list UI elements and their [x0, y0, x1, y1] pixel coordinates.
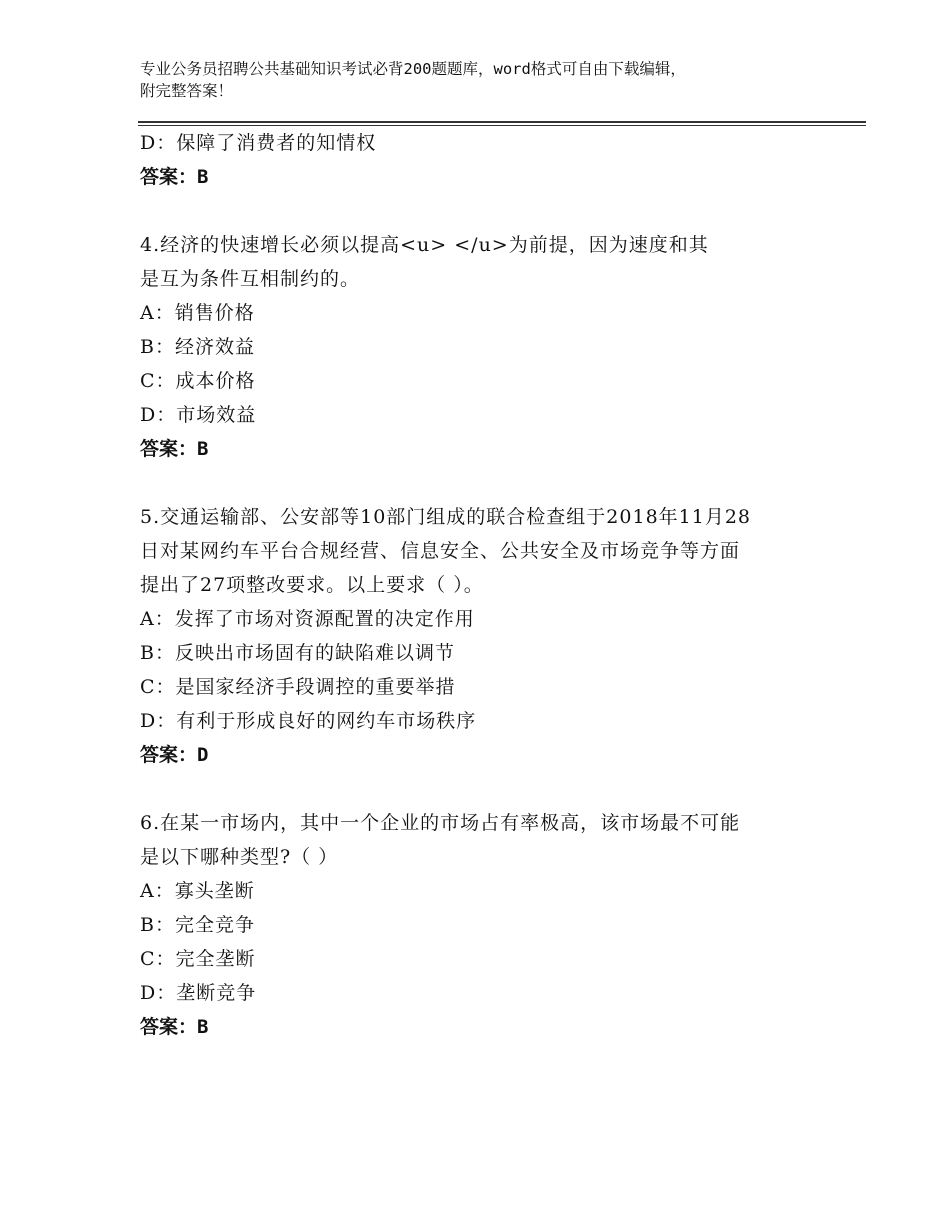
- question-text-line: 4.经济的快速增长必须以提高<u> </u>为前提，因为速度和其: [140, 234, 709, 256]
- header-line-1: 专业公务员招聘公共基础知识考试必背200题题库，word格式可自由下载编辑，: [140, 60, 686, 78]
- question-text-line: 是以下哪种类型?（ ）: [140, 846, 339, 868]
- answer-option: D：有利于形成良好的网约车市场秩序: [140, 710, 477, 732]
- header-rule-thick: [138, 121, 866, 123]
- question-spacer: [140, 772, 820, 806]
- answer-option: B：反映出市场固有的缺陷难以调节: [140, 642, 455, 664]
- page-header: [140, 58, 820, 102]
- answer-option: C：完全垄断: [140, 948, 256, 970]
- question-block: [140, 126, 820, 194]
- question-text-line: 6.在某一市场内，其中一个企业的市场占有率极高，该市场最不可能: [140, 812, 741, 834]
- answer-key: 答案：B: [140, 1016, 209, 1038]
- question-spacer: [140, 466, 820, 500]
- answer-key: 答案：B: [140, 166, 209, 188]
- answer-option: A：寡头垄断: [140, 880, 255, 902]
- answer-option: C：是国家经济手段调控的重要举措: [140, 676, 456, 698]
- answer-option: A：发挥了市场对资源配置的决定作用: [140, 608, 475, 630]
- question-list: [140, 126, 820, 1044]
- question-text-line: 5.交通运输部、公安部等10部门组成的联合检查组于2018年11月28: [140, 506, 752, 528]
- answer-option: B：经济效益: [140, 336, 255, 358]
- question-block: [140, 194, 820, 466]
- question-block: [140, 466, 820, 772]
- header-line-2: 附完整答案！: [140, 82, 234, 100]
- question-text-line: 提出了27项整改要求。以上要求（ ）。: [140, 574, 484, 596]
- answer-option: D：垄断竞争: [140, 982, 257, 1004]
- answer-key: 答案：D: [140, 744, 209, 766]
- answer-option: A：销售价格: [140, 302, 255, 324]
- answer-option: D：市场效益: [140, 404, 257, 426]
- answer-option: D：保障了消费者的知情权: [140, 132, 377, 154]
- question-text-line: 是互为条件互相制约的。: [140, 268, 361, 290]
- question-spacer: [140, 194, 820, 228]
- answer-key: 答案：B: [140, 438, 209, 460]
- answer-option: C：成本价格: [140, 370, 256, 392]
- question-text-line: 日对某网约车平台合规经营、信息安全、公共安全及市场竞争等方面: [140, 540, 741, 562]
- question-block: [140, 772, 820, 1044]
- answer-option: B：完全竞争: [140, 914, 255, 936]
